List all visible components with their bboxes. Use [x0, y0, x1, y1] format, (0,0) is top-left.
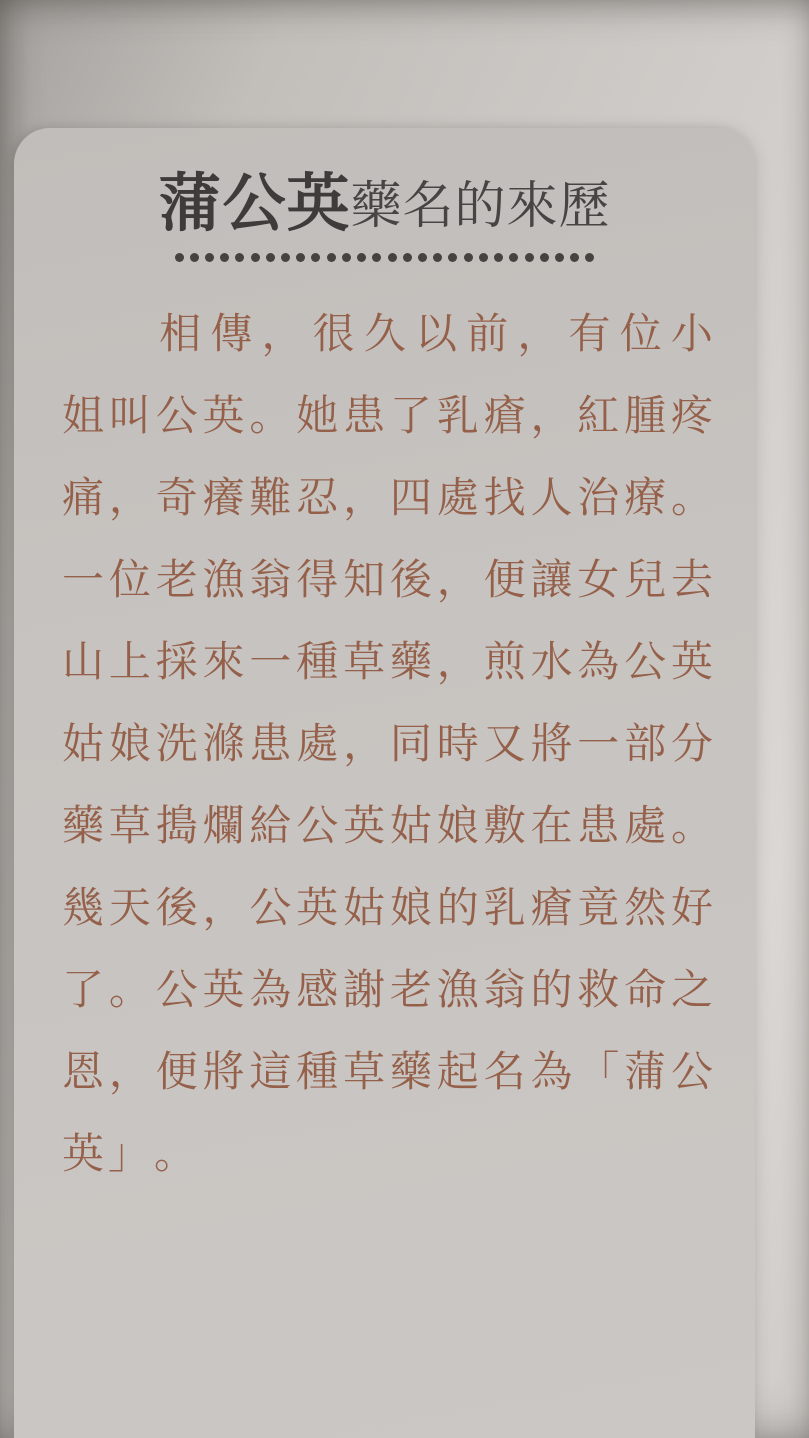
text-line: 一 位 老 漁 翁 得 知 後 ， 便 讓 女 兒 去 — [62, 558, 713, 604]
dot — [388, 253, 397, 262]
dot — [266, 253, 275, 262]
dot — [464, 253, 473, 262]
story-text — [62, 294, 713, 1196]
book-page — [14, 128, 755, 1438]
text-line: 藥 草 搗 爛 給 公 英 姑 娘 敷 在 患 處 。 — [62, 804, 713, 850]
article-title — [14, 164, 755, 239]
dot — [327, 253, 336, 262]
title-drug-name: 蒲公英 — [158, 169, 351, 239]
dot — [251, 253, 260, 262]
dot — [418, 253, 427, 262]
dot — [235, 253, 244, 262]
dot — [479, 253, 488, 262]
dot — [494, 253, 503, 262]
dot — [175, 253, 184, 262]
title-suffix: 藥名的來歷 — [350, 179, 611, 235]
dot — [403, 253, 412, 262]
text-line: 痛 ， 奇 癢 難 忍 ， 四 處 找 人 治 療 。 — [62, 476, 713, 522]
dot — [342, 253, 351, 262]
text-line: 幾 天 後 ， 公 英 姑 娘 的 乳 瘡 竟 然 好 — [62, 886, 713, 932]
dot — [540, 253, 549, 262]
text-line: 相 傳 ， 很 久 以 前 ， 有 位 小 — [62, 294, 713, 376]
text-line: 姑 娘 洗 滌 患 處 ， 同 時 又 將 一 部 分 — [62, 722, 713, 768]
text-line: 姐 叫 公 英 。 她 患 了 乳 瘡 ， 紅 腫 疼 — [62, 394, 713, 440]
text-line: 恩 ， 便 將 這 種 草 藥 起 名 為 「 蒲 公 — [62, 1050, 713, 1096]
dotted-divider — [175, 252, 595, 262]
dot — [281, 253, 290, 262]
dot — [525, 253, 534, 262]
dot — [296, 253, 305, 262]
dot — [570, 253, 579, 262]
text-line: 山 上 採 來 一 種 草 藥 ， 煎 水 為 公 英 — [62, 640, 713, 686]
dot — [190, 253, 199, 262]
paragraph-indent — [62, 335, 150, 336]
dot — [205, 253, 214, 262]
dot — [357, 253, 366, 262]
text-line: 了 。 公 英 為 感 謝 老 漁 翁 的 救 命 之 — [62, 968, 713, 1014]
dot — [448, 253, 457, 262]
dot — [509, 253, 518, 262]
dot — [555, 253, 564, 262]
dot — [372, 253, 381, 262]
text-line: 英 」 。 — [62, 1132, 197, 1178]
dot — [585, 253, 594, 262]
dot — [311, 253, 320, 262]
dot — [220, 253, 229, 262]
dot — [433, 253, 442, 262]
